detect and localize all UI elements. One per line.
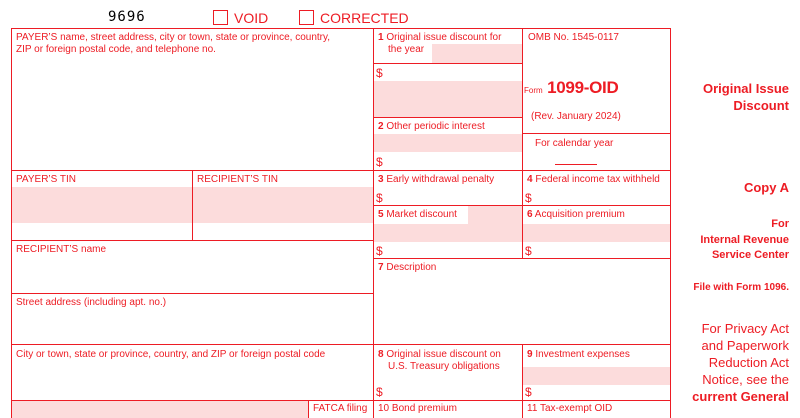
box2-text: Other periodic interest [386, 121, 485, 132]
rule-box3-bottom [373, 205, 670, 206]
privacy-line-4: Notice, see the [702, 372, 789, 387]
omb-number: OMB No. 1545-0117 [528, 32, 619, 43]
box2-label [378, 121, 485, 133]
payer-name-label-2: ZIP or foreign postal code, and telephone no. [16, 44, 216, 55]
box2-field[interactable] [374, 134, 522, 152]
revision-date: (Rev. January 2024) [531, 111, 621, 122]
box6-number: 6 [527, 209, 533, 220]
corrected-checkbox[interactable] [299, 10, 314, 25]
payer-tin-field[interactable] [12, 187, 192, 223]
recipient-tin-label: RECIPIENT’S TIN [197, 174, 278, 185]
box3-dollar: $ [376, 191, 383, 205]
rule-street-bottom [11, 344, 670, 345]
rule-col3 [522, 28, 523, 258]
box7-number: 7 [378, 262, 384, 273]
box4-number: 4 [527, 174, 533, 185]
box8-label-2: U.S. Treasury obligations [388, 361, 500, 372]
box1-field-lower[interactable] [374, 81, 522, 117]
rule-left [11, 28, 12, 418]
box9-number: 9 [527, 349, 533, 360]
privacy-line-5[interactable]: current General [692, 389, 789, 404]
form-code: 9696 [108, 9, 146, 25]
box1-label-2: the year [388, 44, 425, 55]
payer-name-label-1: PAYER’S name, street address, city or town, state or province, country, [16, 32, 331, 43]
calendar-year-underline [555, 164, 597, 165]
box7-label [378, 262, 436, 274]
rule-right [670, 28, 671, 418]
rule-fatca-split [308, 400, 309, 418]
for-label: For [771, 218, 789, 230]
irs-label-1: Internal Revenue [700, 234, 789, 246]
recipient-tin-field[interactable] [193, 187, 373, 223]
form-title [524, 78, 618, 98]
box6-field[interactable] [523, 224, 671, 242]
box3-label [378, 174, 494, 186]
recipient-name-label: RECIPIENT’S name [16, 244, 107, 255]
corrected-label: CORRECTED [320, 10, 409, 26]
box4-text: Federal income tax withheld [535, 174, 660, 185]
box5-field[interactable] [468, 206, 522, 224]
box6-label [527, 209, 625, 221]
privacy-line-3: Reduction Act [708, 355, 789, 370]
box2-number: 2 [378, 121, 384, 132]
privacy-line-2: and Paperwork [701, 338, 789, 353]
sidebar-title-2: Discount [733, 98, 789, 113]
rule-tin-split [192, 170, 193, 240]
box10-label: 10 Bond premium [378, 403, 457, 414]
void-checkbox[interactable] [213, 10, 228, 25]
box8-dollar: $ [376, 385, 383, 399]
irs-label-2: Service Center [711, 249, 789, 261]
box9-text: Investment expenses [535, 349, 630, 360]
rule-box5-bottom [373, 258, 670, 259]
calendar-year-label: For calendar year [535, 138, 614, 149]
rule-col2 [373, 28, 374, 418]
payer-tin-label: PAYER’S TIN [16, 174, 77, 185]
box8-text: Original issue discount on [386, 349, 501, 360]
box11-label: 11 Tax-exempt OID [527, 403, 613, 414]
box1-number: 1 [378, 32, 384, 43]
box8-number: 8 [378, 349, 384, 360]
box3-number: 3 [378, 174, 384, 185]
fatca-row-field[interactable] [12, 400, 308, 418]
box5-number: 5 [378, 209, 384, 220]
box1-label-1 [378, 32, 501, 44]
rule-col3-lower [522, 344, 523, 418]
box4-dollar: $ [525, 191, 532, 205]
box7-text: Description [386, 262, 437, 273]
box5-field-lower[interactable] [374, 224, 522, 242]
box9-field[interactable] [523, 367, 671, 385]
street-address-label: Street address (including apt. no.) [16, 297, 167, 308]
privacy-line-1: For Privacy Act [701, 321, 789, 336]
file-with-label: File with Form 1096. [693, 282, 789, 293]
box3-text: Early withdrawal penalty [386, 174, 495, 185]
rule-rev [522, 133, 670, 134]
box6-text: Acquisition premium [534, 209, 625, 220]
void-label: VOID [234, 10, 269, 26]
box5-dollar: $ [376, 244, 383, 258]
city-label: City or town, state or province, country, and ZIP or foreign postal code [16, 349, 326, 360]
box8-label-1 [378, 349, 501, 361]
rule-city-bottom [11, 400, 670, 401]
box1-field[interactable] [432, 44, 522, 63]
rule-row2 [11, 170, 670, 171]
box1-text: Original issue discount for [386, 32, 502, 43]
rule-name-bottom [11, 293, 373, 294]
form-number: 1099-OID [547, 78, 619, 97]
box9-label [527, 349, 630, 361]
rule-top [11, 28, 670, 29]
sidebar-title-1: Original Issue [703, 81, 789, 96]
box1-dollar: $ [376, 66, 383, 80]
payer-name-field[interactable] [11, 56, 373, 170]
box6-dollar: $ [525, 244, 532, 258]
box5-text: Market discount [386, 209, 457, 220]
rule-box1-end [373, 117, 522, 118]
box5-label [378, 209, 457, 221]
form-word: Form [524, 86, 543, 95]
box2-dollar: $ [376, 155, 383, 169]
rule-box1-bottom [373, 63, 522, 64]
box4-label [527, 174, 660, 186]
fatca-label: FATCA filing [313, 403, 368, 414]
rule-tin-bottom [11, 240, 373, 241]
copy-label: Copy A [743, 180, 789, 195]
box9-dollar: $ [525, 385, 532, 399]
